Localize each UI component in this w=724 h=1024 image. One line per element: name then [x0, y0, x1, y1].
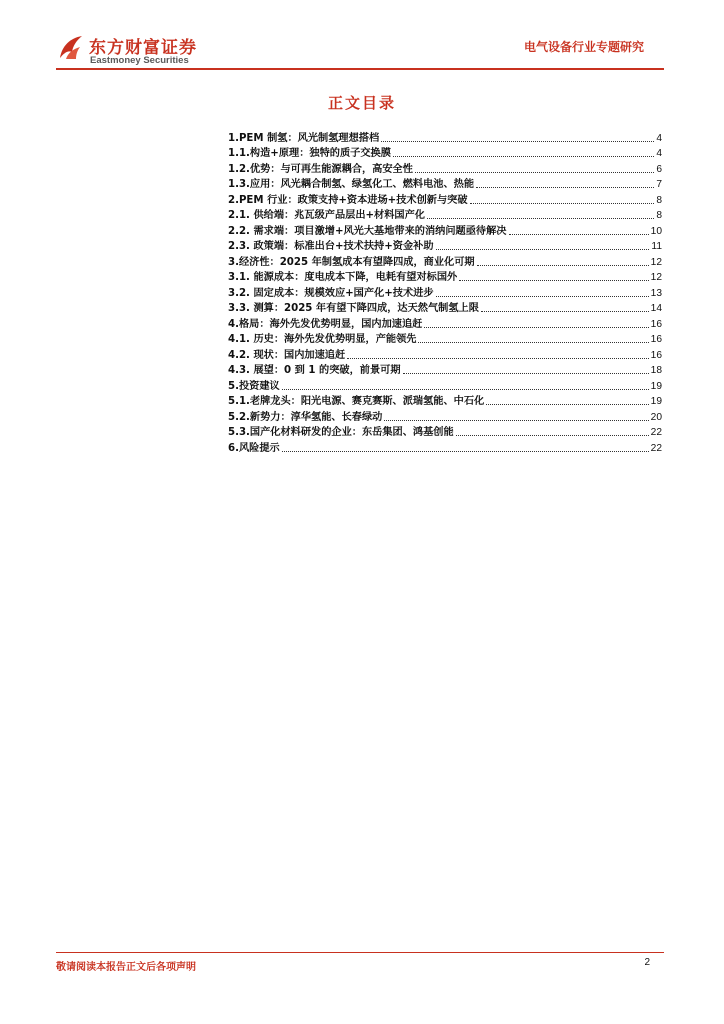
- toc-entry-page: 16: [650, 349, 662, 361]
- toc-dot-leader: [509, 234, 649, 235]
- toc-dot-leader: [436, 249, 650, 250]
- toc-dot-leader: [282, 389, 649, 390]
- toc-entry[interactable]: [228, 393, 662, 409]
- toc-entry-page: 6: [656, 163, 662, 175]
- toc-dot-leader: [427, 218, 654, 219]
- toc-entry-label: 3.3. 测算：2025 年有望下降四成，达天然气制氢上限: [228, 303, 479, 314]
- toc-dot-leader: [393, 156, 654, 157]
- toc-entry[interactable]: [228, 408, 662, 424]
- toc-dot-leader: [476, 187, 654, 188]
- toc-dot-leader: [403, 373, 649, 374]
- toc-entry[interactable]: [228, 145, 662, 161]
- toc-entry[interactable]: [228, 439, 662, 455]
- toc-entry-label: 4.格局：海外先发优势明显，国内加速追赶: [228, 318, 423, 330]
- toc-dot-leader: [418, 342, 648, 343]
- toc-entry[interactable]: [228, 284, 662, 300]
- toc-entry-page: 4: [656, 148, 662, 159]
- toc-entry-label: 3.经济性：2025 年制氢成本有望降四成，商业化可期: [228, 256, 475, 268]
- toc-entry-label: 1.2.优势：与可再生能源耦合，高安全性: [228, 163, 413, 175]
- toc-entry-page: 10: [650, 225, 662, 237]
- toc-title: 正文目录: [327, 94, 396, 112]
- toc-entry-page: 8: [656, 210, 662, 221]
- toc-entry-label: 5.2.新势力：淳华氢能、长春绿动: [228, 411, 383, 423]
- toc-entry[interactable]: [228, 238, 662, 254]
- toc-entry-label: 4.3. 展望：0 到 1 的突破，前景可期: [228, 365, 401, 376]
- toc-entry-label: 1.1.构造+原理：独特的质子交换膜: [228, 148, 391, 159]
- toc-entry-label: 2.PEM 行业：政策支持+资本进场+技术创新与突破: [228, 194, 468, 206]
- table-of-contents: [228, 129, 662, 455]
- toc-entry-label: 5.1.老牌龙头：阳光电源、赛克赛斯、派瑞氢能、中石化: [228, 396, 485, 407]
- toc-dot-leader: [477, 265, 649, 266]
- toc-entry-label: 6.风险提示: [228, 442, 280, 454]
- toc-entry-label: 1.3.应用：风光耦合制氢、绿氢化工、燃料电池、热能: [228, 179, 475, 190]
- logo-text-en: Eastmoney Securities: [90, 55, 189, 66]
- toc-dot-leader: [381, 141, 654, 142]
- toc-entry[interactable]: [228, 222, 662, 238]
- footer-divider: [56, 952, 664, 953]
- toc-entry[interactable]: [228, 129, 662, 145]
- toc-entry-label: 1.PEM 制氢：风光制氢理想搭档: [228, 132, 380, 144]
- toc-entry[interactable]: [228, 331, 662, 347]
- toc-entry-page: 13: [650, 287, 662, 299]
- toc-entry-page: 12: [650, 256, 662, 268]
- toc-entry[interactable]: [228, 191, 662, 207]
- toc-entry-label: 2.3. 政策端：标准出台+技术扶持+资金补助: [228, 241, 434, 252]
- toc-dot-leader: [424, 327, 648, 328]
- toc-entry[interactable]: [228, 346, 662, 362]
- toc-entry-page: 7: [656, 179, 662, 190]
- toc-entry-label: 5.3.国产化材料研发的企业：东岳集团、鸿基创能: [228, 427, 454, 438]
- toc-entry-page: 22: [650, 427, 662, 438]
- toc-entry[interactable]: [228, 300, 662, 316]
- toc-dot-leader: [470, 203, 655, 204]
- page-number: 2: [644, 957, 650, 968]
- toc-entry-page: 16: [650, 318, 662, 330]
- toc-dot-leader: [481, 311, 649, 312]
- toc-entry[interactable]: [228, 253, 662, 269]
- toc-entry-page: 12: [650, 272, 662, 283]
- toc-entry-label: 2.2. 需求端：项目激增+风光大基地带来的消纳问题亟待解决: [228, 225, 507, 237]
- footer-disclaimer: 敬请阅读本报告正文后各项声明: [56, 962, 196, 973]
- toc-entry-page: 4: [656, 132, 662, 144]
- toc-entry-label: 4.1. 历史：海外先发优势明显，产能领先: [228, 334, 417, 345]
- toc-entry-label: 4.2. 现状：国内加速追赶: [228, 349, 346, 361]
- toc-entry-label: 2.1. 供给端：兆瓦级产品层出+材料国产化: [228, 210, 425, 221]
- toc-entry-label: 5.投资建议: [228, 380, 280, 392]
- toc-entry[interactable]: [228, 377, 662, 393]
- toc-dot-leader: [456, 435, 649, 436]
- toc-dot-leader: [459, 280, 648, 281]
- toc-entry-page: 19: [650, 380, 662, 392]
- header-divider: [56, 68, 664, 70]
- logo: [56, 30, 216, 70]
- toc-entry[interactable]: [228, 269, 662, 285]
- toc-entry[interactable]: [228, 207, 662, 223]
- toc-dot-leader: [486, 404, 648, 405]
- toc-entry-page: 14: [650, 303, 662, 314]
- toc-entry-page: 19: [650, 396, 662, 407]
- toc-entry[interactable]: [228, 315, 662, 331]
- logo-text-cn: 东方财富证券: [89, 38, 197, 58]
- toc-entry-page: 22: [650, 442, 662, 454]
- toc-entry-page: 8: [656, 194, 662, 206]
- eastmoney-logo-icon: [56, 32, 86, 62]
- toc-entry-page: 20: [650, 411, 662, 423]
- toc-entry-label: 3.2. 固定成本：规模效应+国产化+技术进步: [228, 287, 434, 299]
- toc-entry[interactable]: [228, 160, 662, 176]
- report-type-title: 电气设备行业专题研究: [523, 40, 644, 54]
- toc-entry[interactable]: [228, 176, 662, 192]
- toc-entry-page: 16: [650, 334, 662, 345]
- toc-dot-leader: [282, 451, 649, 452]
- toc-entry-page: 11: [651, 241, 662, 252]
- toc-dot-leader: [415, 172, 654, 173]
- toc-entry[interactable]: [228, 424, 662, 440]
- toc-entry[interactable]: [228, 362, 662, 378]
- toc-entry-label: 3.1. 能源成本：度电成本下降，电耗有望对标国外: [228, 272, 458, 283]
- toc-entry-page: 18: [650, 365, 662, 376]
- toc-dot-leader: [347, 358, 649, 359]
- toc-dot-leader: [436, 296, 649, 297]
- toc-dot-leader: [384, 420, 648, 421]
